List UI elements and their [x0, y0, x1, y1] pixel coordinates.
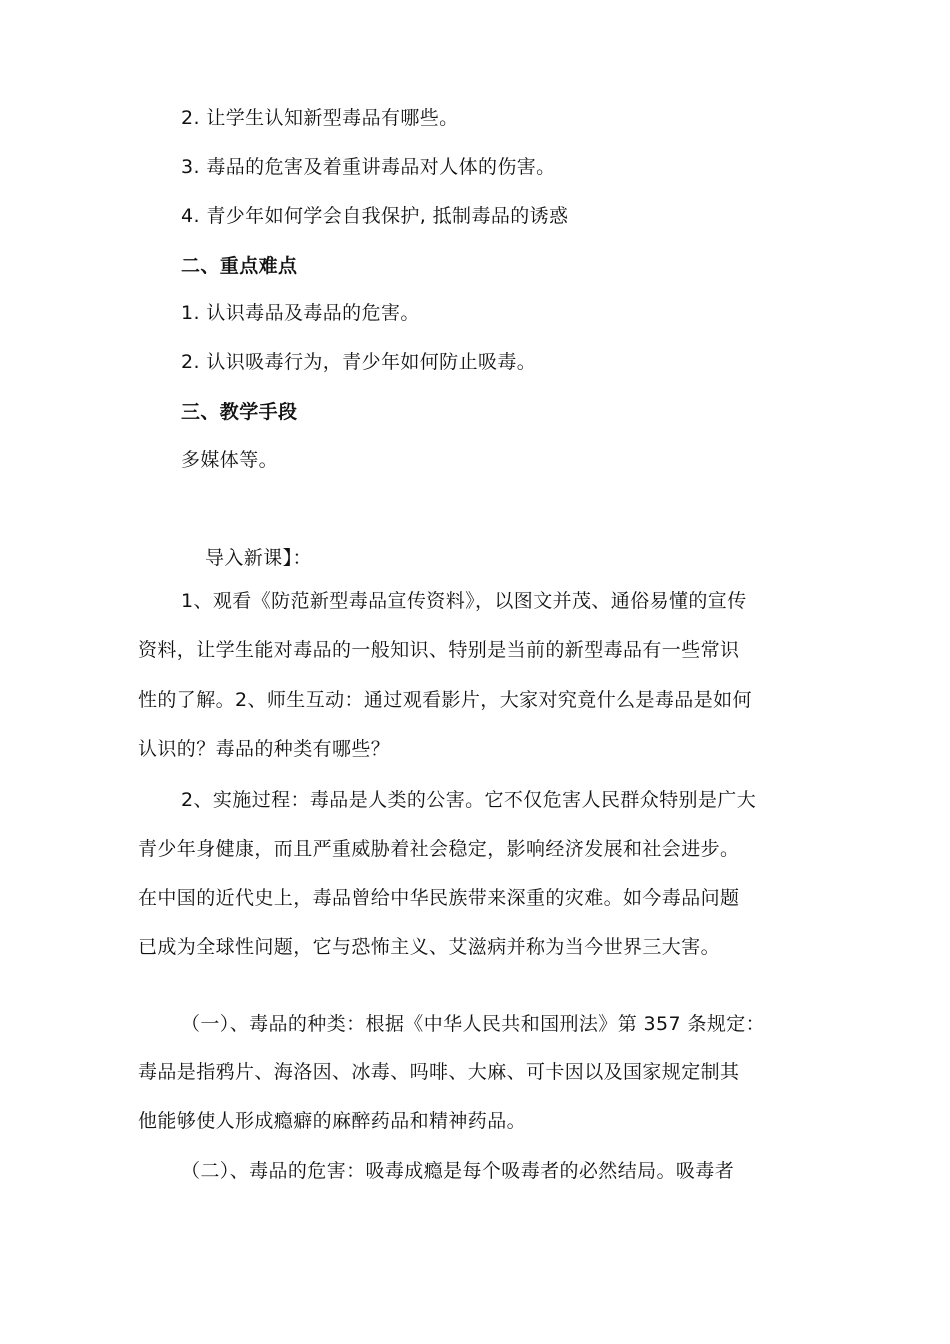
- objective-item: 2. 让学生认知新型毒品有哪些。: [181, 107, 459, 129]
- paragraph-line: 毒品是指鸦片、海洛因、冰毒、吗啡、大麻、可卡因以及国家规定制其: [138, 1061, 740, 1083]
- section-heading-key-points: 二、重点难点: [181, 255, 298, 277]
- objective-item: 4. 青少年如何学会自我保护, 抵制毒品的诱惑: [181, 205, 569, 227]
- paragraph-line: 资料，让学生能对毒品的一般知识、特别是当前的新型毒品有一些常识: [138, 639, 740, 661]
- section-heading-teaching-means: 三、教学手段: [181, 401, 298, 423]
- paragraph-line: 他能够使人形成瘾癖的麻醉药品和精神药品。: [138, 1110, 527, 1132]
- paragraph-line: 在中国的近代史上，毒品曾给中华民族带来深重的灾难。如今毒品问题: [138, 887, 740, 909]
- objective-item: 3. 毒品的危害及着重讲毒品对人体的伤害。: [181, 156, 556, 178]
- paragraph-line: （二）、毒品的危害：吸毒成瘾是每个吸毒者的必然结局。吸毒者: [181, 1160, 735, 1182]
- intro-heading: 导入新课】：: [205, 547, 312, 569]
- key-point-item: 2. 认识吸毒行为，青少年如何防止吸毒。: [181, 351, 537, 373]
- paragraph-line: （一）、毒品的种类：根据《中华人民共和国刑法》第 357 条规定：: [181, 1013, 766, 1035]
- teaching-means-text: 多媒体等。: [181, 449, 279, 471]
- paragraph-line: 认识的？毒品的种类有哪些？: [138, 738, 391, 760]
- paragraph-line: 已成为全球性问题，它与恐怖主义、艾滋病并称为当今世界三大害。: [138, 936, 721, 958]
- paragraph-line: 2、实施过程：毒品是人类的公害。它不仅危害人民群众特别是广大: [181, 789, 757, 811]
- paragraph-line: 性的了解。2、师生互动：通过观看影片，大家对究竟什么是毒品是如何: [138, 689, 752, 711]
- key-point-item: 1. 认识毒品及毒品的危害。: [181, 302, 420, 324]
- paragraph-line: 1、观看《防范新型毒品宣传资料》，以图文并茂、通俗易懂的宣传: [181, 590, 747, 612]
- paragraph-line: 青少年身健康，而且严重威胁着社会稳定，影响经济发展和社会进步。: [138, 838, 740, 860]
